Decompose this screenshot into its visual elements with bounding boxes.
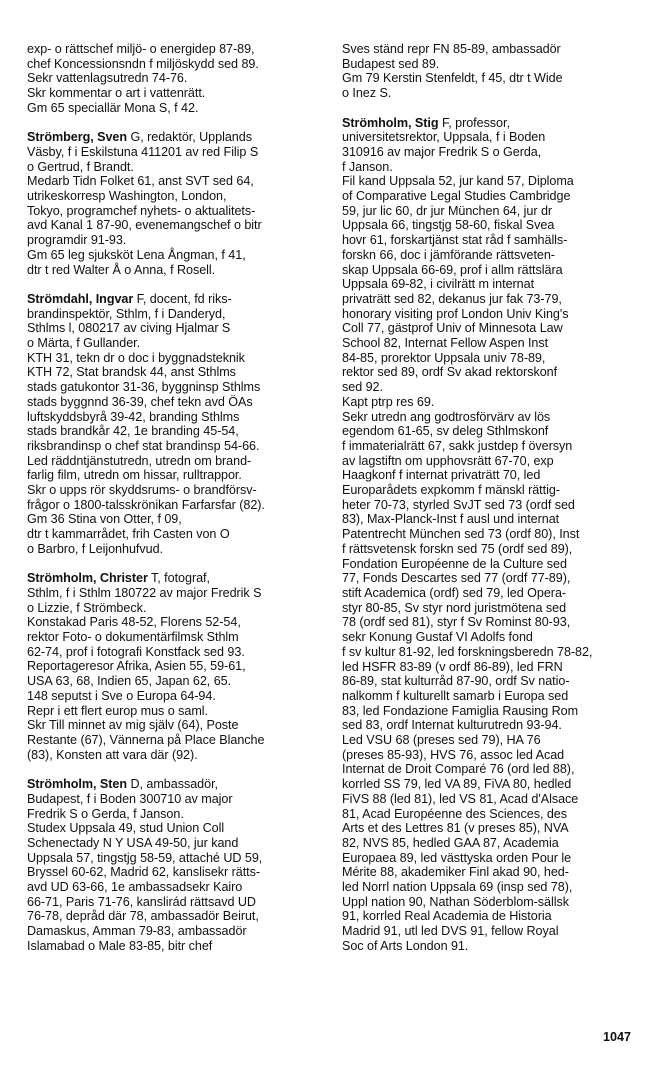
entry-headword: Strömholm, Sten (27, 777, 128, 792)
text-line (342, 777, 642, 792)
line-text: KTH 31, tekn dr o doc i byggnadsteknik (27, 350, 245, 365)
line-text: F, professor, (438, 115, 510, 130)
text-line (27, 792, 327, 807)
text-line (27, 689, 327, 704)
page-number: 1047 (603, 1030, 632, 1044)
line-text: D, ambassadör, (127, 777, 218, 792)
line-text: avd Kanal 1 87-90, evenemangschef o bitr (27, 218, 262, 233)
text-line (27, 880, 327, 895)
line-text: KTH 72, Stat brandsk 44, anst Sthlms (27, 365, 236, 380)
line-text: egendom 61-65, sv deleg Sthlmskonf (342, 424, 549, 439)
line-text: Coll 77, gästprof Univ of Minnesota Law (342, 321, 563, 336)
text-line (342, 645, 642, 660)
line-text: Led VSU 68 (preses sed 79), HA 76 (342, 733, 541, 748)
text-line (27, 571, 327, 586)
line-text: Konstakad Paris 48-52, Florens 52-54, (27, 615, 241, 630)
line-text: 66-71, Paris 71-76, kanslirád rättsavd UD (27, 894, 256, 909)
entry-block (27, 292, 327, 557)
line-text: G, redaktör, Upplands (127, 130, 252, 145)
text-line (342, 57, 642, 72)
line-text: 78 (ordf sed 81), styr f Sv Rominst 80-93, (342, 615, 571, 630)
text-line (342, 939, 642, 954)
text-line (27, 498, 327, 513)
line-text: honorary visiting prof London Univ King's (342, 306, 569, 321)
entry-block (27, 777, 327, 953)
text-line (342, 498, 642, 513)
text-line (27, 42, 327, 57)
line-text: chef Koncessionsndn f miljöskydd sed 89. (27, 56, 259, 71)
line-text: USA 63, 68, Indien 65, Japan 62, 65. (27, 674, 232, 689)
line-text: stift Academica (ordf) sed 79, led Opera- (342, 586, 567, 600)
text-line (27, 395, 327, 410)
text-line (342, 42, 642, 57)
entry-separator (342, 101, 642, 116)
text-line (27, 321, 327, 336)
line-text: Sves ständ repr FN 85-89, ambassadör (342, 42, 561, 56)
line-text: dtr t red Walter Å o Anna, f Rosell. (27, 262, 216, 277)
text-line (342, 851, 642, 866)
text-line (342, 439, 642, 454)
text-line (27, 336, 327, 351)
text-line (342, 307, 642, 322)
line-text: Led räddntjänstutredn, utredn om brand- (27, 453, 252, 468)
text-line (27, 674, 327, 689)
line-text: o Gertrud, f Brandt. (27, 159, 134, 174)
text-line (342, 130, 642, 145)
entry-headword: Strömholm, Christer (27, 571, 148, 586)
line-text: 83, led Fondazione Famiglia Rausing Rom (342, 703, 579, 718)
line-text: exp- o rättschef miljö- o energidep 87-89, (27, 42, 255, 56)
line-text: Madrid 91, utl led DVS 91, fellow Royal (342, 924, 559, 939)
entry-block (342, 116, 642, 954)
text-line (342, 895, 642, 910)
text-line (27, 586, 327, 601)
line-text: Uppsala 69-82, i civilrätt m internat (342, 277, 535, 292)
text-line (27, 865, 327, 880)
line-text: hovr 61, forskartjänst stat råd f samhälls- (342, 233, 568, 248)
text-line (27, 174, 327, 189)
line-text: Väsby, f i Eskilstuna 411201 av red Filip S (27, 144, 259, 159)
line-text: Skr o upps rör skyddsrums- o brandförsv- (27, 483, 257, 498)
text-line (342, 807, 642, 822)
entry-separator (27, 116, 327, 131)
line-text: 83), Max-Planck-Inst f ausl und internat (342, 512, 560, 527)
line-text: Mérite 88, akademiker Finl akad 90, hed- (342, 865, 569, 880)
line-text: 148 seputst i Sve o Europa 64-94. (27, 688, 216, 703)
text-line (27, 718, 327, 733)
entry-headword: Strömholm, Stig (342, 115, 439, 130)
line-text: (preses 85-93), HVS 76, assoc led Acad (342, 747, 565, 762)
text-line (27, 439, 327, 454)
text-line (27, 454, 327, 469)
text-line (27, 160, 327, 175)
line-text: Internat de Droit Comparé 76 (ord led 88), (342, 762, 575, 777)
line-text: Tokyo, programchef nyhets- o aktualitets- (27, 203, 256, 218)
line-text: luftskyddsbyrå 39-42, branding Sthlms (27, 409, 240, 424)
line-text: of Comparative Legal Studies Cambridge (342, 189, 571, 204)
line-text: 81, Acad Européenne des Sciences, des (342, 806, 567, 821)
line-text: avd UD 63-66, 1e ambassadsekr Kairo (27, 880, 243, 895)
line-text: universitetsrektor, Uppsala, f i Boden (342, 130, 546, 145)
line-text: o Lizzie, f Strömbeck. (27, 600, 147, 615)
text-line (27, 939, 327, 954)
line-text: led HSFR 83-89 (v ordf 86-89), led FRN (342, 659, 563, 674)
line-text: dtr t kammarrådet, frih Casten von O (27, 527, 230, 542)
line-text: 91, korrled Real Academia de Historia (342, 909, 552, 924)
line-text: Skr Till minnet av mig själv (64), Poste (27, 718, 239, 733)
text-line (342, 71, 642, 86)
text-line (27, 365, 327, 380)
text-line (27, 468, 327, 483)
text-line (27, 748, 327, 763)
line-text: Reportageresor Afrika, Asien 55, 59-61, (27, 659, 246, 674)
text-line (342, 424, 642, 439)
entry-headword: Strömdahl, Ingvar (27, 291, 134, 306)
text-line (27, 527, 327, 542)
text-line (342, 380, 642, 395)
text-line (27, 851, 327, 866)
line-text: sed 92. (342, 380, 383, 395)
text-line (342, 160, 642, 175)
line-text: Arts et des Lettres 81 (v preses 85), NVA (342, 821, 569, 836)
text-line (342, 704, 642, 719)
text-line (342, 321, 642, 336)
text-line (27, 410, 327, 425)
line-text: rektor Foto- o dokumentärfilmsk Sthlm (27, 630, 239, 645)
text-line (342, 174, 642, 189)
line-text: frågor o 1800-talsskrönikan Farfarsfar (82). (27, 497, 265, 512)
line-text: 77, Fonds Descartes sed 77 (ordf 77-89), (342, 571, 571, 586)
entry-block (27, 130, 327, 277)
line-text: Sthlms l, 080217 av civing Hjalmar S (27, 321, 231, 336)
line-text: o Märta, f Gullander. (27, 336, 141, 351)
line-text: Gm 79 Kerstin Stenfeldt, f 45, dtr t Wide (342, 71, 563, 86)
text-line (342, 145, 642, 160)
line-text: Kapt ptrp res 69. (342, 394, 435, 409)
line-text: Gm 65 leg sjuksköt Lena Ångman, f 41, (27, 247, 246, 262)
text-line (27, 204, 327, 219)
entry-separator (27, 557, 327, 572)
text-line (342, 660, 642, 675)
text-line (27, 86, 327, 101)
text-line (342, 836, 642, 851)
entry-separator (27, 762, 327, 777)
text-line (342, 615, 642, 630)
line-text: Fredrik S o Gerda, f Janson. (27, 806, 184, 821)
text-line (27, 909, 327, 924)
text-line (342, 263, 642, 278)
line-text: Sthlm, f i Sthlm 180722 av major Fredrik S (27, 585, 262, 600)
line-text: skap Uppsala 66-69, prof i allm rättslära (342, 262, 563, 277)
entry-headword: Strömberg, Sven (27, 130, 128, 145)
text-line (27, 101, 327, 116)
text-line (342, 410, 642, 425)
text-line (342, 527, 642, 542)
entry-block (342, 42, 642, 101)
text-line (342, 601, 642, 616)
text-line (342, 586, 642, 601)
line-text: Repr i ett flert europ mus o saml. (27, 703, 208, 718)
text-line (27, 483, 327, 498)
text-line (27, 233, 327, 248)
line-text: 86-89, stat kulturråd 87-90, ordf Sv natio- (342, 674, 570, 689)
text-line (342, 454, 642, 469)
line-text: led Norrl nation Uppsala 69 (insp sed 78), (342, 880, 573, 895)
line-text: Damaskus, Amman 79-83, ambassadör (27, 924, 247, 939)
entry-block (27, 571, 327, 762)
line-text: f Janson. (342, 159, 393, 174)
line-text: farlig film, utredn om hissar, rulltrappor. (27, 468, 242, 483)
text-line (27, 307, 327, 322)
line-text: programdir 91-93. (27, 233, 127, 248)
line-text: Schenectady N Y USA 49-50, jur kand (27, 835, 239, 850)
line-text: Fil kand Uppsala 52, jur kand 57, Diploma (342, 174, 574, 189)
line-text: av lagstiftn om upphovsrätt 67-70, exp (342, 453, 554, 468)
text-line (27, 895, 327, 910)
line-text: 59, jur lic 60, dr jur München 64, jur dr (342, 203, 553, 218)
text-line (27, 263, 327, 278)
line-text: sed 83, ordf Internat kulturutredn 93-94. (342, 718, 562, 733)
line-text: heter 70-73, styrled SvJT sed 73 (ordf sed (342, 497, 575, 512)
line-text: nalkomm f kulturellt samarb i Europa sed (342, 688, 569, 703)
text-line (342, 395, 642, 410)
line-text: f sv kultur 81-92, led forskningsberedn 78-82, (342, 644, 593, 659)
text-line (342, 189, 642, 204)
text-line (27, 512, 327, 527)
text-line (27, 351, 327, 366)
text-line (342, 865, 642, 880)
text-line (27, 645, 327, 660)
text-line (342, 542, 642, 557)
line-text: stads byggnnd 36-39, chef tekn avd ÖAs (27, 394, 253, 409)
text-line (27, 836, 327, 851)
text-line (27, 189, 327, 204)
line-text: utrikeskorresp Washington, London, (27, 189, 227, 204)
text-line (27, 659, 327, 674)
text-line (342, 512, 642, 527)
line-text: Sekr vattenlagsutredn 74-76. (27, 71, 188, 86)
entry-separator (27, 277, 327, 292)
text-line (27, 807, 327, 822)
text-line (27, 424, 327, 439)
text-line (27, 218, 327, 233)
line-text: 310916 av major Fredrik S o Gerda, (342, 144, 542, 159)
text-line (27, 292, 327, 307)
line-text: rektor sed 89, ordf Sv akad rektorskonf (342, 365, 558, 380)
text-line (27, 57, 327, 72)
text-line (27, 733, 327, 748)
text-line (27, 542, 327, 557)
text-line (342, 909, 642, 924)
text-line (342, 821, 642, 836)
line-text: Medarb Tidn Folket 61, anst SVT sed 64, (27, 174, 254, 189)
line-text: forskn 66, doc i jämförande rättsveten- (342, 247, 555, 262)
text-line (27, 601, 327, 616)
line-text: stads gatukontor 31-36, byggninsp Sthlms (27, 380, 261, 395)
line-text: Bryssel 60-62, Madrid 62, kanslisekr rätts- (27, 865, 261, 880)
text-line (342, 277, 642, 292)
text-line (342, 674, 642, 689)
text-line (342, 336, 642, 351)
line-text: o Inez S. (342, 86, 392, 101)
line-text: Uppsala 66, tingstjg 58-60, fiskal Svea (342, 218, 555, 233)
line-text: Europaea 89, led västtyska orden Pour le (342, 850, 572, 865)
line-text: 76-78, depråd där 78, ambassadör Beirut, (27, 909, 259, 924)
line-text: f immaterialrätt 67, sakk justdep f översyn (342, 438, 573, 453)
line-text: Budapest sed 89. (342, 56, 440, 71)
line-text: 82, NVS 85, hedled GAA 87, Academia (342, 835, 559, 850)
entry-block (27, 42, 327, 116)
line-text: privaträtt sed 82, dekanus jur fak 73-79, (342, 291, 562, 306)
text-line (342, 924, 642, 939)
line-text: Fondation Européenne de la Culture sed (342, 556, 567, 571)
text-line (342, 233, 642, 248)
text-line (342, 689, 642, 704)
text-line (27, 704, 327, 719)
line-text: 62-74, prof i fotografi Konstfack sed 93. (27, 644, 245, 659)
text-line (342, 365, 642, 380)
column-right (342, 42, 642, 954)
text-line (342, 248, 642, 263)
text-line (342, 468, 642, 483)
line-text: T, fotograf, (147, 571, 210, 586)
text-line (342, 748, 642, 763)
line-text: Restante (67), Vännerna på Place Blanche (27, 733, 265, 747)
text-line (342, 880, 642, 895)
line-text: riksbrandinsp o chef stat brandinsp 54-66. (27, 438, 260, 453)
line-text: F, docent, fd riks- (133, 291, 232, 306)
line-text: stads brandkår 42, 1e branding 45-54, (27, 424, 239, 439)
line-text: School 82, Internat Fellow Aspen Inst (342, 336, 549, 351)
line-text: Studex Uppsala 49, stud Union Coll (27, 821, 225, 836)
text-line (27, 145, 327, 160)
text-line (342, 718, 642, 733)
line-text: sekr Konung Gustaf VI Adolfs fond (342, 630, 533, 645)
line-text: Gm 36 Stina von Otter, f 09, (27, 512, 182, 527)
text-line (342, 292, 642, 307)
line-text: brandinspektör, Sthlm, f i Danderyd, (27, 306, 226, 321)
line-text: styr 80-85, Sv styr nord juristmötena sed (342, 600, 567, 615)
text-line (342, 218, 642, 233)
line-text: Europarådets expkomm f mänskl rättig- (342, 483, 560, 498)
line-text: Uppl nation 90, Nathan Söderblom-sällsk (342, 894, 569, 909)
line-text: Budapest, f i Boden 300710 av major (27, 791, 233, 806)
text-line (342, 762, 642, 777)
line-text: f rättsvetensk forskn sed 75 (ordf sed 89), (342, 541, 573, 556)
line-text: 84-85, prorektor Uppsala univ 78-89, (342, 350, 546, 365)
line-text: korrled SS 79, led VA 89, FiVA 80, hedled (342, 777, 572, 792)
text-line (342, 483, 642, 498)
text-line (27, 924, 327, 939)
text-line (342, 116, 642, 131)
line-text: Patentrecht München sed 73 (ordf 80), Inst (342, 527, 580, 542)
text-line (342, 571, 642, 586)
text-line (342, 351, 642, 366)
text-line (27, 615, 327, 630)
text-line (27, 71, 327, 86)
line-text: FiVS 88 (led 81), led VS 81, Acad d'Alsace (342, 791, 579, 806)
line-text: Gm 65 speciallär Mona S, f 42. (27, 100, 199, 115)
line-text: Uppsala 57, tingstjg 58-59, attaché UD 59, (27, 850, 263, 865)
text-line (342, 733, 642, 748)
line-text: Skr kommentar o art i vattenrätt. (27, 86, 206, 101)
text-line (342, 86, 642, 101)
text-line (27, 821, 327, 836)
text-line (27, 248, 327, 263)
line-text: Haagkonf f internat privaträtt 70, led (342, 468, 541, 483)
text-line (27, 380, 327, 395)
text-line (27, 777, 327, 792)
line-text: Islamabad o Male 83-85, bitr chef (27, 938, 213, 953)
line-text: (83), Konsten att vara där (92). (27, 747, 198, 762)
column-left (27, 42, 327, 954)
text-line (342, 630, 642, 645)
text-line (342, 204, 642, 219)
text-line (27, 630, 327, 645)
line-text: o Barbro, f Leijonhufvud. (27, 541, 163, 556)
text-line (342, 792, 642, 807)
text-line (342, 557, 642, 572)
line-text: Soc of Arts London 91. (342, 938, 469, 953)
line-text: Sekr utredn ang godtrosförvärv av lös (342, 409, 551, 424)
text-line (27, 130, 327, 145)
